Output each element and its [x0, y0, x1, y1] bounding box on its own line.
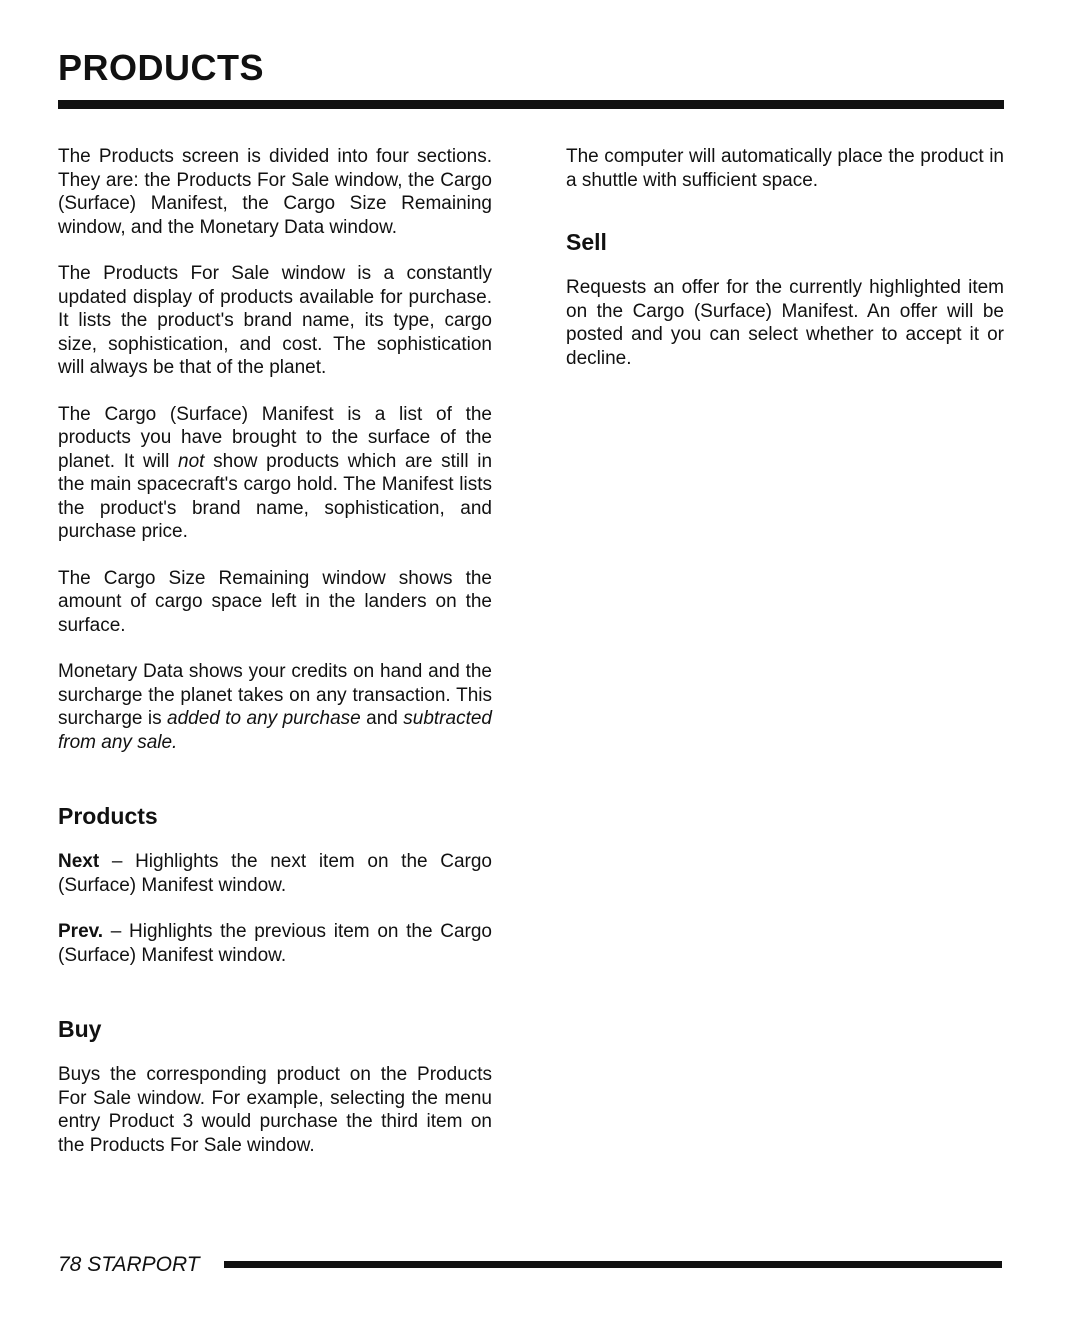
cargo-manifest-text-2: show products which are still in the main spacecraft's cargo hold. The Manifest lists the product's brand name, sophistication, and purchase price.: [58, 450, 493, 542]
sell-heading: Sell: [566, 229, 607, 255]
intro-paragraph: The Products screen is divided into four sections. They are: the Products For Sale window, the Cargo (Surface) Manifest, the Cargo Size Remaining window, and the Monetary Data window.: [58, 146, 492, 238]
monetary-text-1: Monetary Data shows your credits on hand and the surcharge the planet takes on any transaction. This surcharge is: [58, 661, 492, 729]
monetary-data-paragraph: [58, 660, 492, 754]
products-for-sale-paragraph: The Products For Sale window is a constantly updated display of products available for purchase. It lists the product's brand name, its type, cargo size, sophistication, and cost. The sophistication will always be that of the planet.: [58, 263, 492, 378]
cargo-manifest-paragraph: [58, 403, 492, 544]
cargo-size-paragraph: The Cargo Size Remaining window shows the amount of cargo space left in the landers on the surface.: [58, 567, 492, 636]
monetary-emphasis-1: added to any purchase: [167, 708, 361, 729]
cargo-manifest-text-1: The Cargo (Surface) Manifest is a list of the products you have brought to the surface of the planet. It will: [58, 403, 492, 472]
buy-heading: Buy: [58, 1016, 102, 1042]
left-column: [58, 145, 492, 1180]
prev-entry: [58, 920, 492, 967]
right-column: [566, 145, 1004, 393]
next-term: Next: [58, 851, 100, 872]
next-entry: [58, 850, 492, 897]
monetary-emphasis-2: subtracted from any sale.: [58, 708, 492, 753]
monetary-text-2: and: [360, 708, 404, 729]
products-heading: Products: [58, 803, 158, 829]
sell-paragraph: Requests an offer for the currently highlighted item on the Cargo (Surface) Manifest. An offer will be posted and you can select whether to accept it or decline.: [566, 277, 1004, 369]
title-rule: [58, 100, 1004, 109]
page-footer: 78 STARPORT: [58, 1253, 200, 1276]
cargo-manifest-emphasis: not: [178, 450, 205, 472]
prev-term: Prev.: [58, 921, 104, 942]
footer-rule: [224, 1261, 1002, 1268]
buy-paragraph: Buys the corresponding product on the Products For Sale window. For example, selecting the menu entry Product 3 would purchase the third item on the Products For Sale window.: [58, 1064, 492, 1156]
prev-description: – Highlights the previous item on the Cargo (Surface) Manifest window.: [58, 921, 492, 966]
page-title: PRODUCTS: [58, 47, 265, 88]
auto-place-paragraph: The computer will automatically place the product in a shuttle with sufficient space.: [566, 146, 1004, 191]
next-description: – Highlights the next item on the Cargo (Surface) Manifest window.: [58, 851, 492, 896]
